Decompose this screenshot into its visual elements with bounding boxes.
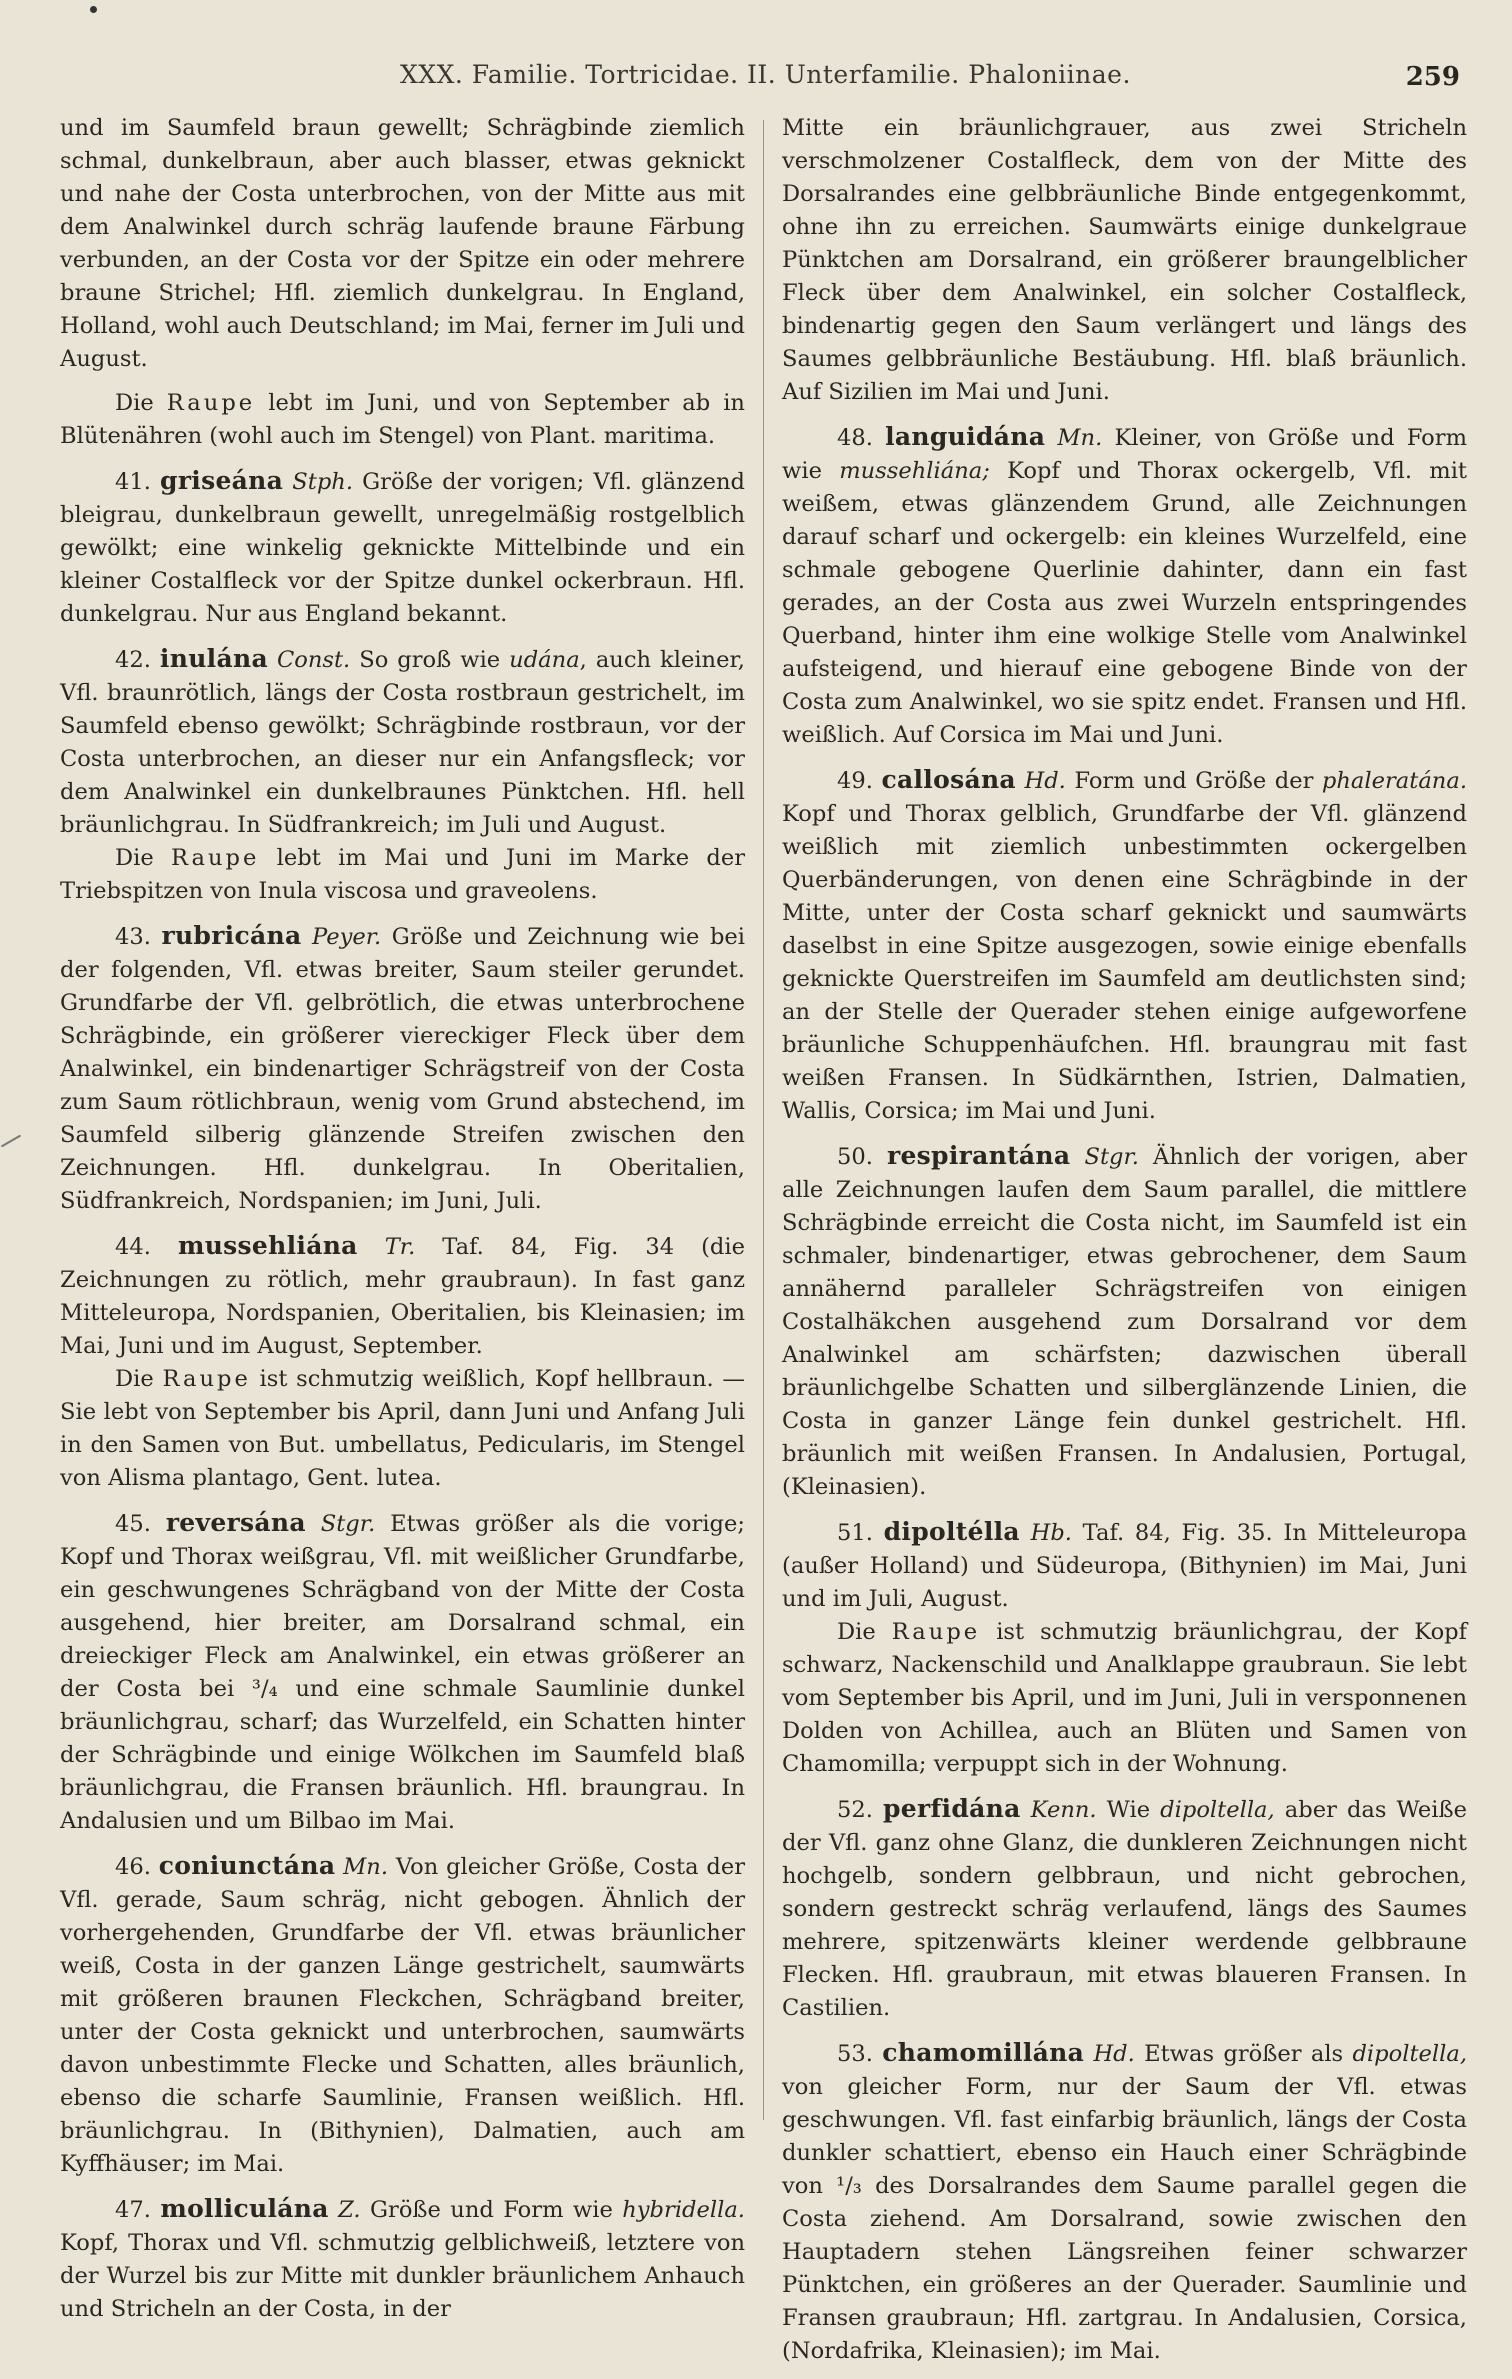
species-ref: dipoltella, xyxy=(1160,1797,1275,1823)
author: Mn. xyxy=(1057,425,1103,451)
paragraph-raupe xyxy=(782,1616,1467,1781)
author: Stgr. xyxy=(1084,1144,1139,1170)
entry-text: Taf. 84, Fig. 34 (die Zeichnungen zu rötlich, mehr graubraun). In fast ganz Mitteleuropa, Nordspanien, Oberitalien, bis Kleinasien; im Mai, Juni und im August, September. xyxy=(60,1234,745,1359)
text: Raupe xyxy=(162,1366,251,1392)
print-mark-dot xyxy=(90,6,97,13)
author: Kenn. xyxy=(1030,1797,1097,1823)
species-name: rubricána xyxy=(161,921,302,950)
species-ref: phaleratána. xyxy=(1321,768,1468,794)
entry-text: Form und Größe der xyxy=(1065,768,1322,794)
entry-number: 51. xyxy=(837,1520,873,1546)
entry-number: 44. xyxy=(115,1234,151,1260)
author: Hd. xyxy=(1024,768,1066,794)
entry-text: Größe und Form wie xyxy=(360,2197,623,2223)
page-number: 259 xyxy=(1405,62,1460,92)
entry-text: Von gleicher Größe, Costa der Vfl. gerade, Saum schräg, nicht gebogen. Ähnlich der vorhergehenden, Grundfarbe der Vfl. etwas bräunlicher weiß, Costa in der ganzen Länge gestrichelt, saumwärts mit größeren braunen Fleckchen, Schrägband breiter, unter der Costa geknickt und unterbrochen, saumwärts davon unbestimmte Flecke und Schatten, alles bräunlich, ebenso die scharfe Saumlinie, Fransen weißlich. Hfl. bräunlichgrau. In (Bithynien), Dalmatien, auch am Kyffhäuser; im Mai. xyxy=(60,1854,745,2177)
author: Stph. xyxy=(292,469,354,495)
author: Mn. xyxy=(343,1854,389,1880)
entry-text: , auch kleiner, Vfl. braunrötlich, längs der Costa rostbraun gestrichelt, im Saumfeld ebenso gewölkt; Schrägbinde rostbraun, vor der Costa unterbrochen, an dieser nur ein Anfangsfleck; vor dem Analwinkel ein dunkelbraunes Pünktchen. Hfl. hell bräunlichgrau. In Südfrankreich; im Juli und August. xyxy=(60,647,745,838)
entry-number: 41. xyxy=(115,469,151,495)
author: Peyer. xyxy=(312,924,382,950)
entry-53 xyxy=(782,2036,1467,2368)
entry-52 xyxy=(782,1792,1467,2025)
entry-number: 43. xyxy=(115,924,151,950)
entry-text: Kopf und Thorax gelblich, Grundfarbe der Vfl. glänzend weißlich mit ziemlich unbestimmten ockergelben Querbänderungen, von denen eine Schrägbinde in der Mitte, unter der Costa scharf geknickt und saumwärts daselbst in eine Spitze ausgezogen, sowie einige ebenfalls geknickte Querstreifen im Saumfeld am deutlichsten sind; an der Stelle der Querader stehen einige aufgeworfene bräunliche Schuppenhäufchen. Hfl. braungrau mit fast weißen Fransen. In Südkärnthen, Istrien, Dalmatien, Wallis, Corsica; im Mai und Juni. xyxy=(782,801,1467,1124)
margin-mark xyxy=(1,1135,21,1148)
entry-42 xyxy=(60,642,745,842)
entry-text: Etwas größer als xyxy=(1134,2041,1353,2067)
entry-number: 42. xyxy=(115,647,151,673)
paragraph-raupe xyxy=(60,842,745,908)
entry-text: Taf. 84, Fig. 35. In Mitteleuropa (außer Holland) und Südeuropa, (Bithynien) im Mai, Juni und im Juli, August. xyxy=(782,1520,1467,1612)
paragraph-continued xyxy=(782,112,1467,409)
entry-number: 45. xyxy=(115,1511,151,1537)
text: Raupe xyxy=(166,390,256,416)
column-divider xyxy=(763,120,764,2120)
text: Raupe xyxy=(891,1619,981,1645)
entry-text: aber das Weiße der Vfl. ganz ohne Glanz, die dunkleren Zeichnungen nicht hochgelb, sondern gelbbraun, und nicht gebrochen, sondern gestreckt schräg verlaufend, längs des Saumes mehrere, spitzenwärts kleiner werdende gelbbraune Flecken. Hfl. graubraun, mit etwas blaueren Fransen. In Castilien. xyxy=(782,1797,1467,2021)
entry-number: 52. xyxy=(837,1797,873,1823)
paragraph-raupe xyxy=(60,387,745,453)
text: Die xyxy=(115,1366,163,1392)
species-name: dipoltélla xyxy=(883,1517,1020,1546)
species-name: molliculána xyxy=(160,2194,329,2223)
species-name: languidána xyxy=(885,422,1046,451)
text: lebt im Mai und Juni im Marke der Triebspitzen von Inula viscosa und graveolens. xyxy=(60,845,745,904)
text: Die xyxy=(115,845,171,871)
entry-text: Größe der vorigen; Vfl. glänzend bleigrau, dunkelbraun gewellt, unregelmäßig rostgelblich gewölkt; eine winkelig geknickte Mittelbinde und ein kleiner Costalfleck vor der Spitze dunkel ockerbraun. Hfl. dunkelgrau. Nur aus England bekannt. xyxy=(60,469,746,627)
paragraph-continued xyxy=(60,112,745,376)
species-ref: dipoltella, xyxy=(1352,2041,1468,2067)
author: Hb. xyxy=(1030,1520,1072,1546)
entry-49 xyxy=(782,763,1467,1128)
entry-text: Kopf, Thorax und Vfl. schmutzig gelblichweiß, letztere von der Wurzel bis zur Mitte mit dunkler bräunlichem Anhauch und Stricheln an der Costa, in der xyxy=(60,2230,745,2322)
entry-number: 49. xyxy=(837,768,873,794)
entry-text: Ähnlich der vorigen, aber alle Zeichnungen laufen dem Saum parallel, die mittlere Schrägbinde erreicht die Costa nicht, im Saumfeld ist ein schmaler, bindenartiger, etwas gebrochener, dem Saum annähernd paralleler Schrägstreifen von einigen Costalhäkchen ausgehend zum Dorsalrand vor dem Analwinkel am schärfsten; dazwischen überall bräunlichgelbe Schatten und silberglänzende Linien, die Costa in ganzer Länge fein dunkel gestrichelt. Hfl. bräunlich mit weißen Fransen. In Andalusien, Portugal, (Kleinasien). xyxy=(782,1144,1467,1500)
entry-number: 46. xyxy=(115,1854,151,1880)
species-name: perfidána xyxy=(883,1794,1021,1823)
entry-45 xyxy=(60,1506,745,1838)
entry-text: von gleicher Form, nur der Saum der Vfl. etwas geschwungen. Vfl. fast einfarbig bräunlich, längs der Costa dunkler schattiert, ebenso ein Hauch einer Schrägbinde von ¹/₃ des Dorsalrandes dem Saume parallel gegen die Costa ziehend. Am Dorsalrand, sowie zwischen den Hauptadern stehen Längsreihen feiner schwarzer Pünktchen, ein größeres an der Querader. Saumlinie und Fransen graubraun; Hfl. zartgrau. In Andalusien, Corsica, (Nordafrika, Kleinasien); im Mai. xyxy=(782,2074,1467,2364)
entry-text: Wie xyxy=(1096,1797,1161,1823)
running-header xyxy=(60,58,1460,98)
text: Die xyxy=(837,1619,892,1645)
species-ref: hybridella. xyxy=(622,2197,745,2223)
species-name: coniunctána xyxy=(158,1851,336,1880)
entry-50 xyxy=(782,1139,1467,1504)
entry-44 xyxy=(60,1229,745,1363)
header-title: XXX. Familie. Tortricidae. II. Unterfamilie. Phaloniinae. xyxy=(400,60,1131,89)
entry-text: So groß wie xyxy=(350,647,510,673)
text: Mitte ein bräunlichgrauer, aus zwei Stricheln verschmolzener Costalfleck, dem von der Mitte des Dorsalrandes eine gelbbräunliche Binde entgegenkommt, ohne ihn zu erreichen. Saumwärts einige dunkelgraue Pünktchen am Dorsalrand, ein größerer braungelblicher Fleck über dem Analwinkel, ein solcher Costalfleck, bindenartig gegen den Saum verlängert und längs des Saumes gelbbräunliche Bestäubung. Hfl. blaß bräunlich. Auf Sizilien im Mai und Juni. xyxy=(782,115,1467,405)
text: und im Saumfeld braun gewellt; Schrägbinde ziemlich schmal, dunkelbraun, aber auch blasser, etwas geknickt und nahe der Costa unterbrochen, von der Mitte aus mit dem Analwinkel durch schräg laufende braune Färbung verbunden, an der Costa vor der Spitze ein oder mehrere braune Strichel; Hfl. ziemlich dunkelgrau. In England, Holland, wohl auch Deutschland; im Mai, ferner im Juli und August. xyxy=(60,115,745,372)
species-name: inulána xyxy=(159,644,268,673)
species-name: mussehliána xyxy=(177,1231,358,1260)
entry-41 xyxy=(60,464,745,631)
species-name: griseána xyxy=(160,466,284,495)
entry-text: Etwas größer als die vorige; Kopf und Thorax weißgrau, Vfl. mit weißlicher Grundfarbe, ein geschwungenes Schrägband von der Mitte der Costa ausgehend, hier breiter, am Dorsalrand schmal, ein dreieckiger Fleck am Analwinkel, ein etwas größerer an der Costa bei ³/₄ und eine schmale Saumlinie dunkel bräunlichgrau, scharf; das Wurzelfeld, ein Schatten hinter der Schrägbinde und einige Wölkchen im Saumfeld blaß bräunlichgrau, die Fransen bräunlich. Hfl. braungrau. In Andalusien und um Bilbao im Mai. xyxy=(60,1511,745,1834)
author: Tr. xyxy=(384,1234,416,1260)
right-column xyxy=(782,112,1467,2379)
paragraph-raupe xyxy=(60,1363,745,1495)
entry-number: 48. xyxy=(837,425,873,451)
author: Const. xyxy=(276,647,351,673)
entry-text: Kopf und Thorax ockergelb, Vfl. mit weißem, etwas glänzendem Grund, alle Zeichnungen darauf scharf und ockergelb: ein kleines Wurzelfeld, eine schmale gebogene Querlinie dahinter, dann ein fast gerades, an der Costa aus zwei Wurzeln entspringendes Querband, hinter ihm eine wolkige Stelle vom Analwinkel aufsteigend, und hierauf eine gebogene Binde von der Costa zum Analwinkel, wo sie spitz endet. Fransen und Hfl. weißlich. Auf Corsica im Mai und Juni. xyxy=(782,458,1468,748)
entry-51 xyxy=(782,1515,1467,1616)
entry-number: 50. xyxy=(837,1144,873,1170)
text: ist schmutzig bräunlichgrau, der Kopf schwarz, Nackenschild und Analklappe graubraun. Sie lebt vom September bis April, und im Juni, Juli in versponnenen Dolden von Achillea, auch an Blüten und Samen von Chamomilla; verpuppt sich in der Wohnung. xyxy=(782,1619,1467,1777)
entry-text: Kleiner, von Größe und Form wie xyxy=(782,425,1467,484)
entry-number: 47. xyxy=(115,2197,151,2223)
text: lebt im Juni, und von September ab in Blütenähren (wohl auch im Stengel) von Plant. maritima. xyxy=(60,390,745,449)
entry-43 xyxy=(60,919,745,1218)
text: Die xyxy=(115,390,167,416)
species-name: callosána xyxy=(881,765,1016,794)
author: Z. xyxy=(338,2197,361,2223)
author: Hd. xyxy=(1093,2041,1135,2067)
text: ist schmutzig weißlich, Kopf hellbraun. — Sie lebt von September bis April, dann Juni und Anfang Juli in den Samen von But. umbellatus, Pedicularis, im Stengel von Alisma plantago, Gent. lutea. xyxy=(60,1366,745,1491)
entry-text: Größe und Zeichnung wie bei der folgenden, Vfl. etwas breiter, Saum steiler gerundet. Grundfarbe der Vfl. gelbrötlich, die etwas unterbrochene Schrägbinde, ein größerer viereckiger Fleck über dem Analwinkel, ein bindenartiger Schrägstreif von der Costa zum Saum rötlichbraun, wenig vom Grund abstechend, im Saumfeld silberig glänzende Streifen zwischen den Zeichnungen. Hfl. dunkelgrau. In Oberitalien, Südfrankreich, Nordspanien; im Juni, Juli. xyxy=(60,924,746,1214)
entry-number: 53. xyxy=(837,2041,873,2067)
species-ref: udána xyxy=(509,647,580,673)
author: Stgr. xyxy=(320,1511,376,1537)
species-name: respirantána xyxy=(887,1141,1071,1170)
text: Raupe xyxy=(171,845,260,871)
entry-48 xyxy=(782,420,1467,752)
entry-46 xyxy=(60,1849,745,2181)
species-name: reversána xyxy=(165,1508,306,1537)
species-ref: mussehliána; xyxy=(839,458,990,484)
species-name: chamomillána xyxy=(882,2038,1085,2067)
entry-47 xyxy=(60,2192,745,2326)
left-column xyxy=(60,112,745,2337)
